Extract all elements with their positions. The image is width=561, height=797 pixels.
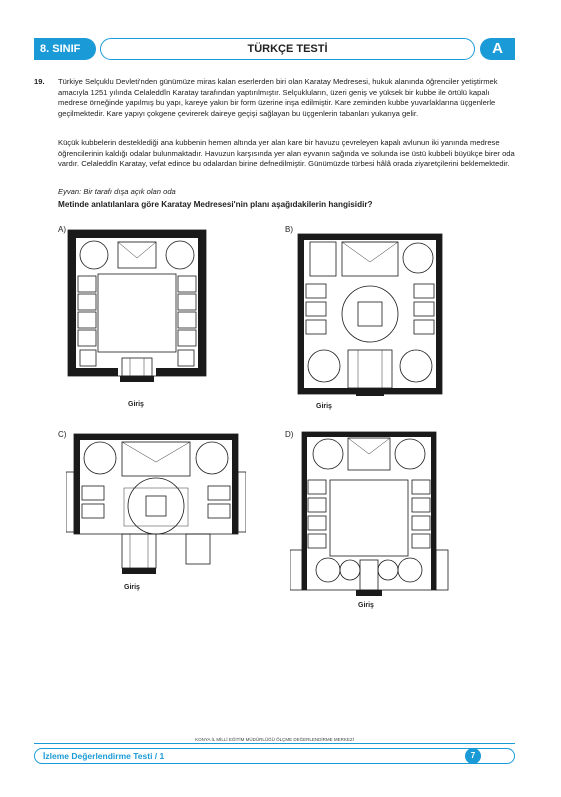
option-a-label[interactable]: A) <box>58 225 66 234</box>
question-prompt: Metinde anlatılanlara göre Karatay Medresesi'nin planı aşağıdakilerin hangisidir? <box>58 200 373 209</box>
footer-institution <box>34 737 515 742</box>
option-a-entrance-label: Giriş <box>128 401 144 408</box>
option-b-plan[interactable] <box>296 232 446 402</box>
option-d-entrance-label: Giriş <box>358 602 374 609</box>
footer-institution-text: KONYA İL MİLLİ EĞİTİM MÜDÜRLÜĞÜ ÖLÇME DEĞERLENDİRME MERKEZİ <box>191 737 358 742</box>
grade-badge: 8. SINIF <box>34 38 96 60</box>
option-d-label[interactable]: D) <box>285 430 294 439</box>
page-number: 7 <box>465 748 481 764</box>
option-c-entrance-label: Giriş <box>124 584 140 591</box>
option-c-label[interactable]: C) <box>58 430 67 439</box>
option-d-plan[interactable] <box>290 430 450 600</box>
question-number: 19. <box>34 77 45 86</box>
option-c-plan[interactable] <box>66 432 246 582</box>
question-paragraph-1: Türkiye Selçuklu Devleti'nden günümüze miras kalan eserlerden biri olan Karatay Medresesi, hukuk alanında öğrenciler yetiştirmek amacıyla 1251 yılında Celaleddîn Karatay tarafından yaptırılmıştır. Selçukluların, üzeri geniş ve yüksek bir kubbe ile örtülü kapalı medrese örneğinde yapılmış bu yapı, kareye yakın bir form üzerine inşa edilmiştir. Kare zeminden kubbe yuvarlaklarına üçgenlerle geçilmektedir. Kare yapıyı çokgene çevirerek daireye geçişi sağlayan bu üçgenlerin tabanları yukarıya gelir. <box>58 77 498 118</box>
test-title: TÜRKÇE TESTİ <box>100 38 475 60</box>
option-b-entrance-label: Giriş <box>316 403 332 410</box>
booklet-badge: A <box>480 38 515 60</box>
footer-divider <box>34 743 515 744</box>
option-a-plan[interactable] <box>66 228 211 396</box>
question-paragraph-2: Küçük kubbelerin desteklediği ana kubbenin hemen altında yer alan kare bir havuzu çevreleyen kapalı avlunun iki yanında medrese öğrencilerinin kaldığı odalar bulunmaktadır. Havuzun karşısında yer alan eyvanın sağında ve solunda ise üstü kubbeli büyükçe birer oda vardır. Celaleddîn Karatay, vefat edince bu odalardan birine defnedilmiştir. Günümüzde türbesi hâlâ orada ziyaretçilerini beklemektedir. <box>58 138 515 169</box>
footer-bar <box>34 748 515 764</box>
option-b-label[interactable]: B) <box>285 225 293 234</box>
header-bar <box>34 38 515 60</box>
question-note: Eyvan: Bir tarafı dışa açık olan oda <box>58 187 176 196</box>
footer-test-name: İzleme Değerlendirme Testi / 1 <box>43 751 165 761</box>
